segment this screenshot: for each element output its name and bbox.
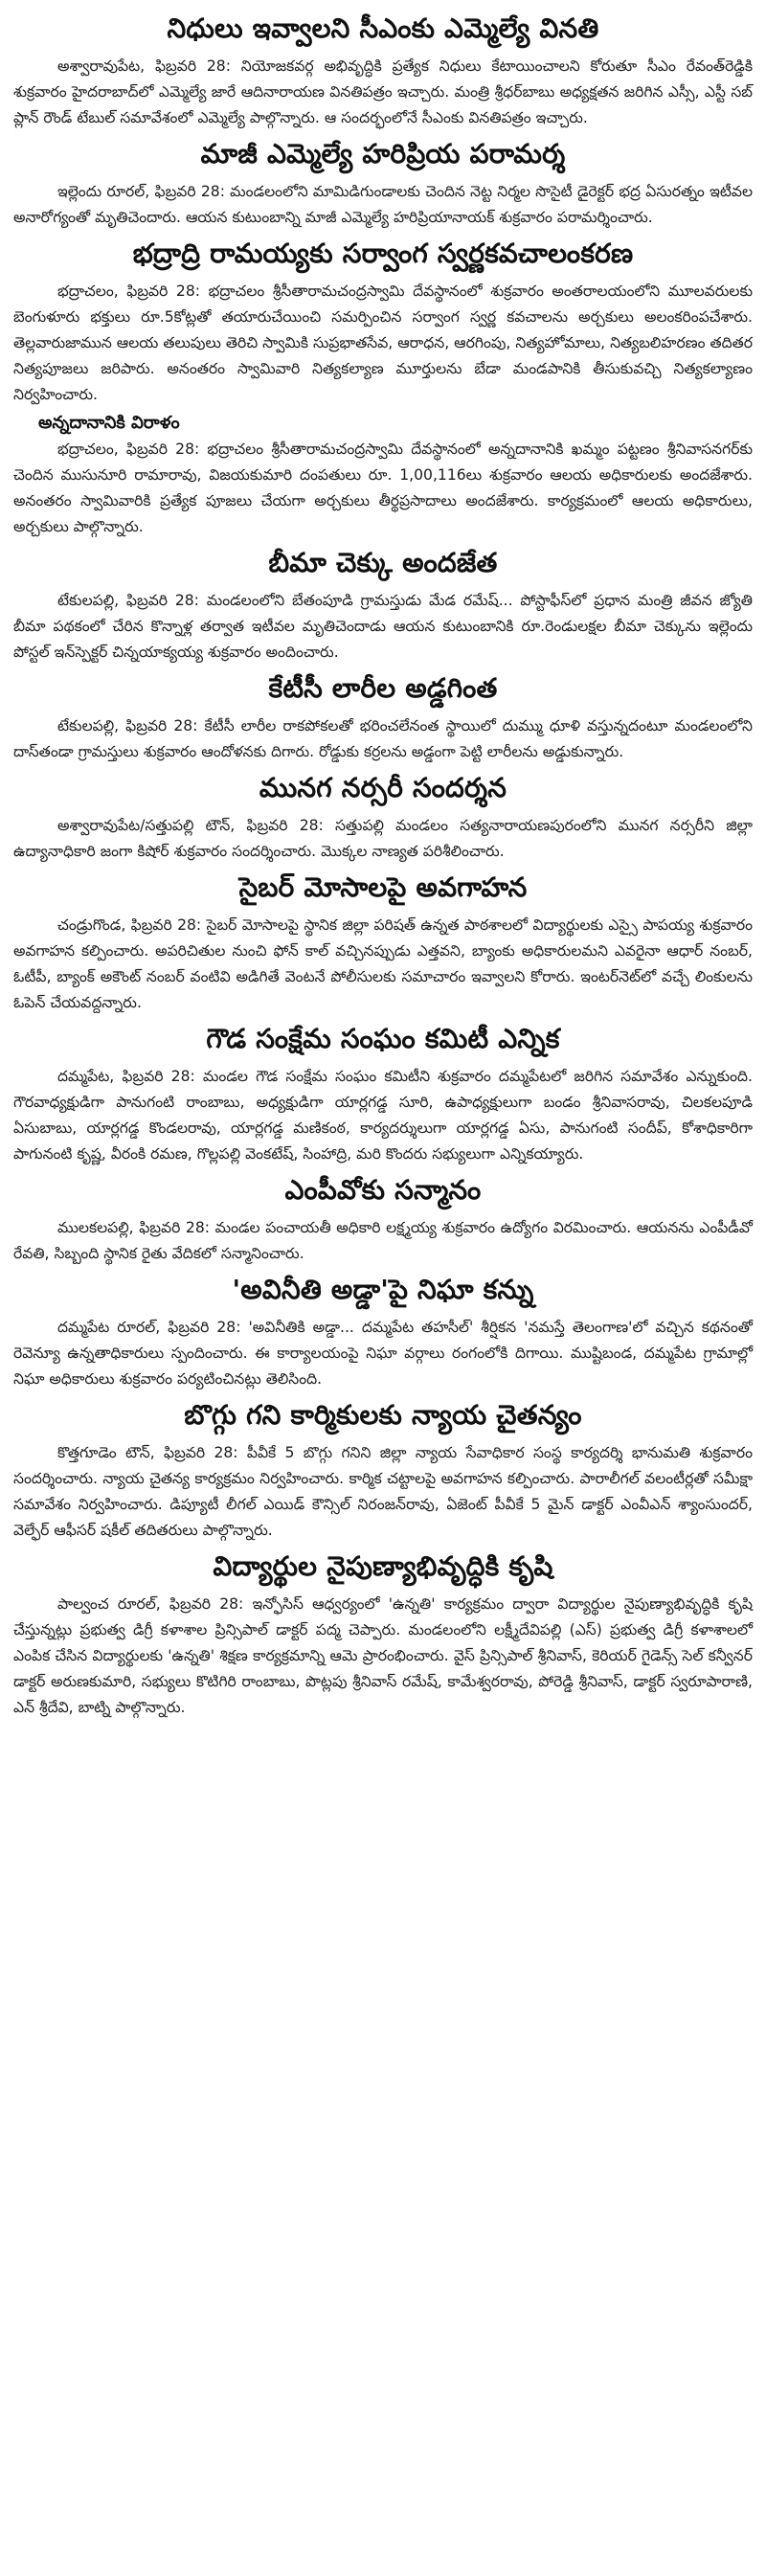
article-body: టేకులపల్లి, ఫిబ్రవరి 28: మండలంలోని బేతంపూడి గ్రామస్తుడు మేడ రమేష్... పోస్టాఫీస్‌లో ప్రధాన మంత్రి జీవన జ్యోతి బీమా పథకంలో చేరిన కొన్నాళ్ల తర్వాత ఇటీవల మృతిచెందాడు ఆయన కుటుంబానికి రూ.రెండులక్షల బీమా చెక్కును ఇల్లెందు పోస్టల్ ఇన్‌స్పెక్టర్ చిన్నయాక్యయ్య శుక్రవారం అందించారు. [13,592,753,661]
headline: మునగ నర్సరీ సందర్శన [259,772,507,803]
headline: నిధులు ఇవ్వాలని సీఎంకు ఎమ్మెల్యే వినతి [167,12,599,44]
headline: ఎంపీవోకు సన్మానం [284,1174,482,1206]
article-skill-development [13,1548,753,1721]
headline: మాజీ ఎమ్మెల్యే హరిప్రియ పరామర్శ [200,138,566,169]
headline: 'అవినీతి అడ్డా'పై నిఘా కన్ను [232,1274,534,1305]
article-cyber-awareness [13,869,753,1016]
article-body: అశ్వారావుపేట, ఫిబ్రవరి 28: నియోజకవర్గ అభివృద్ధికి ప్రత్యేక నిధులు కేటాయించాలని కోరుతూ సీఎం రేవంత్‌రెడ్డికి శుక్రవారం హైదరాబాద్‌లో ఎమ్మెల్యే జారే ఆదినారాయణ వినతిపత్రం ఇచ్చారు. మంత్రి శ్రీధర్‌బాబు అధ్యక్షతన జరిగిన ఎస్సీ, ఎస్టీ సబ్ ప్లాన్ రౌండ్ టేబుల్ సమావేశంలో ఎమ్మెల్యే పాల్గొన్నారు. ఆ సందర్భంలోనే సీఎంకు వినతిపత్రం ఇచ్చారు. [13,57,753,126]
article-insurance-cheque [13,544,753,666]
article-mpo-felicitation [13,1171,753,1267]
article-body: కొత్తగూడెం టౌన్, ఫిబ్రవరి 28: పీవీకే 5 బొగ్గు గనిని జిల్లా న్యాయ సేవాధికార సంస్థ కార్యదర్శి భానుమతి శుక్రవారం సందర్శించారు. న్యాయ చైతన్య కార్యక్రమం నిర్వహించారు. కార్మిక చట్టాలపై అవగాహన కల్పించారు. పారాలీగల్ వలంటీర్లతో సమీక్షా సమావేశం నిర్వహించారు. డిప్యూటీ లీగల్ ఎయిడ్ కౌన్సిల్ నిరంజన్‌రావు, ఏజెంట్ పీవీకే 5 మైన్ డాక్టర్ ఎంవీఎన్ శ్యాంసుందర్, వెల్ఫేర్ ఆఫీసర్ షకీల్ తదితరులు పాల్గొన్నారు. [13,1444,753,1539]
article-gold-armour [13,235,753,540]
headline: కేటీసీ లారీల అడ్డగింత [268,672,498,704]
article-body: ములకలపల్లి, ఫిబ్రవరి 28: మండల పంచాయతీ అధికారి లక్ష్మయ్య శుక్రవారం ఉద్యోగం విరమించారు. ఆయనను ఎంపీడీవో రేవతి, సిబ్బంది స్థానిక రైతు వేదికలో సన్మానించారు. [13,1219,753,1262]
article-legal-awareness [13,1396,753,1544]
article-body: దమ్మపేట రూరల్, ఫిబ్రవరి 28: 'అవినీతికి అడ్డా... దమ్మపేట తహసీల్' శీర్షికన 'నమస్తే తెలంగాణ'లో వచ్చిన కథనంతో రెవెన్యూ ఉన్నతాధికారులు స్పందించారు. ఈ కార్యాలయంపై నిఘా వర్గాలు రంగంలోకి దిగాయి. ముష్టిబండ, దమ్మపేట గ్రామాల్లో నిఘా అధికారులు శుక్రవారం పర్యటించినట్లు తెలిసింది. [13,1319,753,1388]
article-gouda-committee [13,1020,753,1167]
headline: భద్రాద్రి రామయ్యకు సర్వాంగ స్వర్ణకవచాలంకరణ [132,237,634,269]
article-mla-petition [13,10,753,131]
subheadline: అన్నదానానికి విరాళం [38,413,180,433]
article-lorry-blockade [13,669,753,765]
article-body: చండ్రుగొండ, ఫిబ్రవరి 28: సైబర్ మోసాలపై స్థానిక జిల్లా పరిషత్ ఉన్నత పాఠశాలలో విద్యార్థులకు ఎస్సై పాపయ్య శుక్రవారం అవగాహన కల్పించారు. అపరిచితుల నుంచి ఫోన్ కాల్ వచ్చినప్పుడు ఎత్తవని, బ్యాంకు అధికారులమని ఎవరైనా ఆధార్ నంబర్, ఓటీపీ, బ్యాంక్ అకౌంట్ నంబర్ వంటివి అడిగితే వెంటనే పోలీసులకు సమాచారం ఇవ్వాలని కోరారు. ఇంటర్‌నెట్‌లో వచ్చే లింకులను ఓపెన్ చేయవద్దన్నారు. [13,916,753,1011]
article-body: అశ్వారావుపేట/సత్తుపల్లి టౌన్, ఫిబ్రవరి 28: సత్తుపల్లి మండలం సత్యనారాయణపురంలోని మునగ నర్సరీని జిల్లా ఉద్యానాధికారి జంగా కిషోర్ శుక్రవారం సందర్శించారు. మొక్కల నాణ్యత పరిశీలించారు. [13,817,753,860]
article-body: పాల్వంచ రూరల్, ఫిబ్రవరి 28: ఇన్ఫోసిస్ ఆధ్వర్యంలో 'ఉన్నతి' కార్యక్రమం ద్వారా విద్యార్థుల నైపుణ్యాభివృద్ధికి కృషి చేస్తున్నట్లు ప్రభుత్వ డిగ్రీ కళాశాల ప్రిన్సిపాల్ డాక్టర్ పద్మ చెప్పారు. మండలంలోని లక్ష్మీదేవిపల్లి (ఎస్) ప్రభుత్వ డిగ్రీ కళాశాలలో ఎంపిక చేసిన విద్యార్థులకు 'ఉన్నతి' శిక్షణ కార్యక్రమాన్ని ఆమె ప్రారంభించారు. వైస్ ప్రిన్సిపాల్ శ్రీనివాస్, కెరియర్ గైడెన్స్ సెల్ కన్వీనర్ డాక్టర్ అరుణకుమారి, సభ్యులు కొటిగిరి రాంబాబు, పొట్లపు శ్రీనివాస్ రమేష్, కామేశ్వరరావు, పోరెడ్డి శ్రీనివాస్, డాక్టర్ స్వరూపారాణి, ఎన్ శ్రీదేవి, బాట్ని పాల్గొన్నారు. [13,1595,753,1716]
article-body: ఇల్లెందు రూరల్, ఫిబ్రవరి 28: మండలంలోని మామిడిగుండాలకు చెందిన నెట్ట నిర్మల సొసైటీ డైరెక్టర్ భద్ర ఏసురత్నం ఇటీవల అనారోగ్యంతో మృతిచెందారు. ఆయన కుటుంబాన్ని మాజీ ఎమ్మెల్యే హరిప్రియానాయక్ శుక్రవారం పరామర్శించారు. [13,183,753,226]
article-body: దమ్మపేట, ఫిబ్రవరి 28: మండల గౌడ సంక్షేమ సంఘం కమిటీని శుక్రవారం దమ్మపేటలో జరిగిన సమావేశం ఎన్నుకుంది. గౌరవాధ్యక్షుడిగా పానుగంటి రాంబాబు, అధ్యక్షుడిగా యార్లగడ్డ సూరి, ఉపాధ్యక్షులుగా బండం శ్రీనివాసరావు, చిలకలపూడి ఏసుబాబు, యార్లగడ్డ కొండలరావు, యార్లగడ్డ మణికంఠ, కార్యదర్శులుగా యార్లగడ్డ ఏసు, పానుగంటి సందీప్, కోశాధికారిగా పాగునంటి కృష్ణ, వీరంకి రమణ, గొల్లపల్లి వెంకటేష్, సింహాద్రి, మరి కొందరు సభ్యులుగా ఎన్నికయ్యారు. [13,1068,753,1163]
headline: సైబర్ మోసాలపై అవగాహన [238,871,528,903]
headline: విద్యార్థుల నైపుణ్యాభివృద్ధికి కృషి [213,1550,553,1582]
article-body-secondary: భద్రాచలం, ఫిబ్రవరి 28: భద్రాచలం శ్రీసీతారామచంద్రస్వామి దేవస్థానంలో అన్నదానానికి ఖమ్మం పట్టణం శ్రీనివాసనగర్‌కు చెందిన ముసునూరి రామారావు, విజయకుమారి దంపతులు రూ. 1,00,116లు శుక్రవారం ఆలయ అధికారులకు అందజేశారు. అనంతరం స్వామివారికి ప్రత్యేక పూజలు చేయగా అర్చకులు తీర్థప్రసాదాలు అందజేశారు. కార్యక్రమంలో ఆలయ అధికారులు, అర్చకులు పాల్గొన్నారు. [13,441,753,535]
article-body: భద్రాచలం, ఫిబ్రవరి 28: భద్రాచలం శ్రీసీతారామచంద్రస్వామి దేవస్థానంలో శుక్రవారం అంతరాలయంలోని మూలవరులకు బెంగుళూరు భక్తులు రూ.5కోట్లతో తయారుచేయించి సమర్పించిన సర్వాంగ స్వర్ణ కవచాలను అర్చకులు అలంకరింపచేశారు. తెల్లవారుజామున ఆలయ తలుపులు తెరిచి స్వామికి సుప్రభాతసేవ, ఆరాధన, ఆరగింపు, నిత్యహోమాలు, నిత్యబలిహరణం తదితర నిత్యపూజలు జరిపారు. అనంతరం స్వామివారి నిత్యకల్యాణ మూర్తులను బేడా మండపానికి తీసుకువచ్చి నిత్యకల్యాణం నిర్వహించారు. [13,282,753,403]
article-corruption-watch [13,1271,753,1392]
headline: బొగ్గు గని కార్మికులకు న్యాయ చైతన్యం [184,1399,582,1431]
article-nursery-visit [13,769,753,865]
article-body: టేకులపల్లి, ఫిబ్రవరి 28: కేటీసీ లారీల రాకపోకలతో భరించలేనంత స్థాయిలో దుమ్ము ధూళి వస్తున్నదంటూ మండలంలోని దాస్‌తండా గ్రామస్తులు శుక్రవారం ఆందోళనకు దిగారు. రోడ్డుకు కర్రలను అడ్డంగా పెట్టి లారీలను అడ్డుకున్నారు. [13,717,753,760]
headline: బీమా చెక్కు అందజేత [268,547,498,578]
headline: గౌడ సంక్షేమ సంఘం కమిటీ ఎన్నిక [206,1023,560,1054]
article-haripriya-visit [13,135,753,231]
